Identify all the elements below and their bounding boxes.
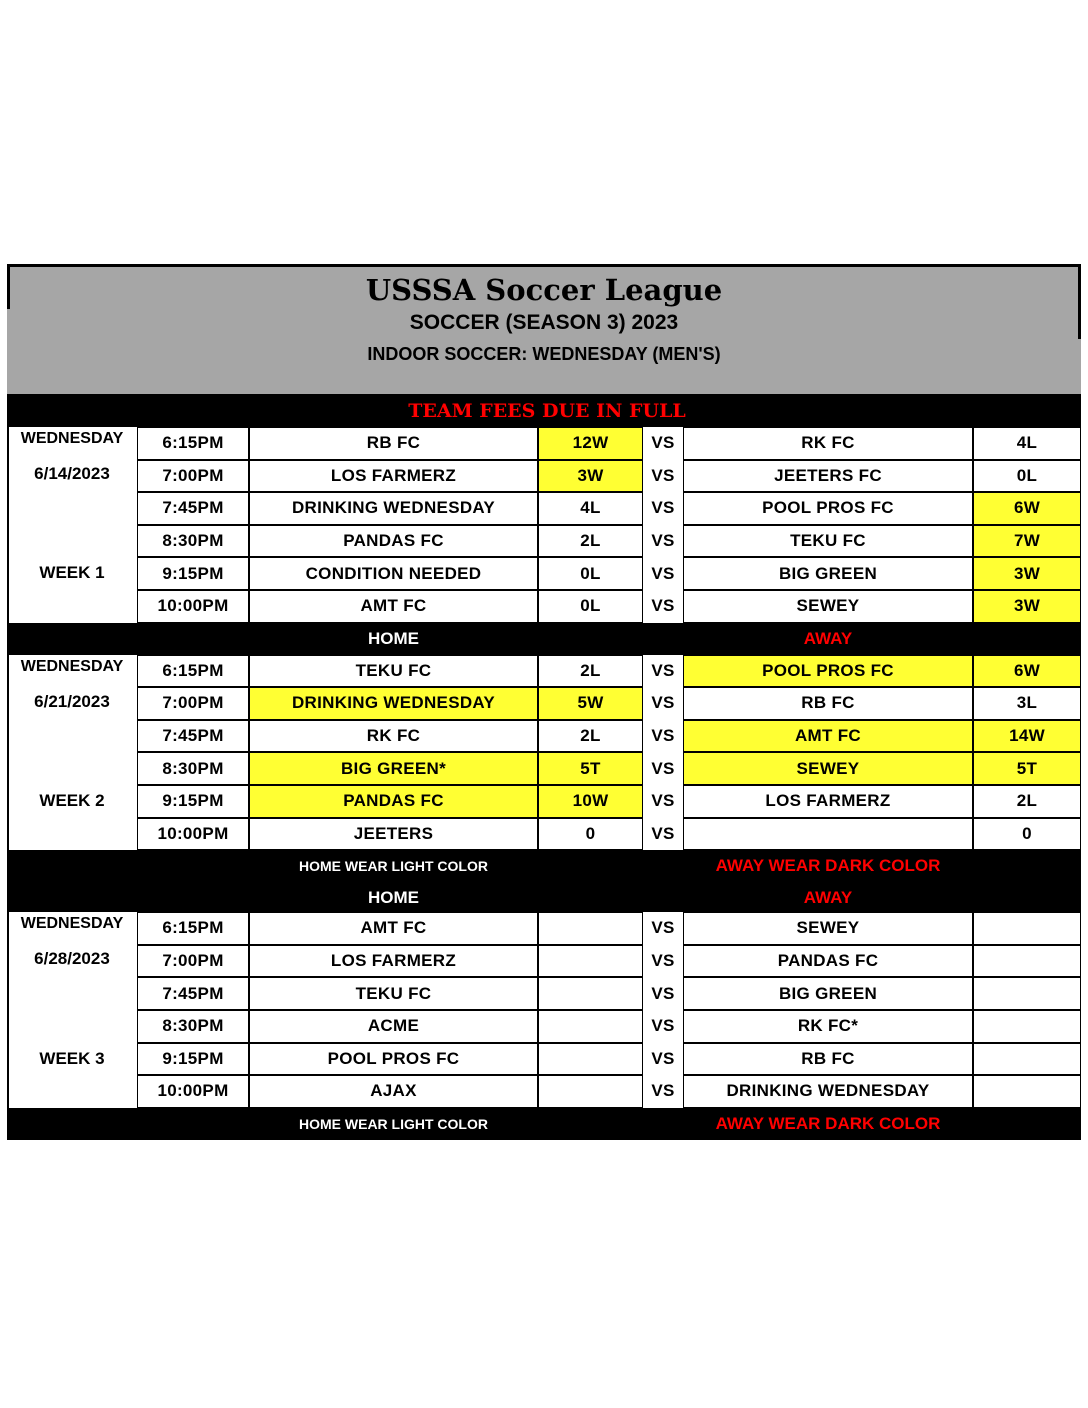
away-score: 3W (973, 590, 1081, 623)
vs-label: VS (643, 1043, 683, 1076)
home-team: PANDAS FC (249, 785, 538, 818)
game-time: 10:00PM (137, 818, 249, 851)
away-team: SEWEY (683, 912, 973, 945)
vs-label: VS (643, 525, 683, 558)
home-team: POOL PROS FC (249, 1043, 538, 1076)
league-title: USSSA Soccer League (365, 273, 723, 307)
away-score: 0 (973, 818, 1081, 851)
vs-label: VS (643, 590, 683, 623)
away-score: 0L (973, 460, 1081, 493)
away-team: RB FC (683, 1043, 973, 1076)
home-score (538, 1010, 643, 1043)
week-day-label: WEDNESDAY (20, 430, 124, 447)
away-team: SEWEY (683, 590, 973, 623)
home-team: RB FC (249, 427, 538, 460)
game-row (7, 557, 1081, 590)
home-team: AJAX (249, 1075, 538, 1108)
away-score: 6W (973, 492, 1081, 525)
game-time: 8:30PM (137, 752, 249, 785)
away-team: SEWEY (683, 752, 973, 785)
game-time: 8:30PM (137, 1010, 249, 1043)
away-score (973, 1043, 1081, 1076)
home-score: 3W (538, 460, 643, 493)
game-time: 9:15PM (137, 785, 249, 818)
away-score: 3L (973, 687, 1081, 720)
home-away-bar-3 (7, 882, 1081, 914)
week-date: 6/21/2023 (34, 691, 110, 711)
away-score: 3W (973, 557, 1081, 590)
week-date: 6/14/2023 (34, 464, 110, 483)
away-team: TEKU FC (683, 525, 973, 558)
game-time: 7:00PM (137, 945, 249, 978)
game-time: 7:45PM (137, 977, 249, 1010)
home-score: 0L (538, 557, 643, 590)
home-score (538, 977, 643, 1010)
away-score (973, 1010, 1081, 1043)
home-away-bar-1 (7, 623, 1081, 655)
home-wear-note: HOME WEAR LIGHT COLOR (299, 1115, 488, 1132)
home-score: 5T (538, 752, 643, 785)
vs-label: VS (643, 460, 683, 493)
home-score: 12W (538, 427, 643, 460)
game-row (7, 655, 1081, 688)
league-header (7, 264, 1081, 394)
away-score (973, 912, 1081, 945)
wear-color-bar-2 (7, 850, 1081, 882)
vs-label: VS (643, 427, 683, 460)
away-team: AMT FC (683, 720, 973, 753)
away-score (973, 945, 1081, 978)
home-wear-note: HOME WEAR LIGHT COLOR (299, 858, 488, 875)
season-title: SOCCER (SEASON 3) 2023 (409, 311, 679, 334)
week-label: WEEK 1 (39, 563, 105, 583)
away-team: RK FC* (683, 1010, 973, 1043)
home-team: PANDAS FC (249, 525, 538, 558)
division-subtitle: INDOOR SOCCER: WEDNESDAY (MEN'S) (367, 344, 721, 364)
home-team: TEKU FC (249, 655, 538, 688)
home-team: CONDITION NEEDED (249, 557, 538, 590)
vs-label: VS (643, 818, 683, 851)
home-team: AMT FC (249, 590, 538, 623)
away-wear-note: AWAY WEAR DARK COLOR (715, 1113, 941, 1133)
game-row (7, 1043, 1081, 1076)
away-team: PANDAS FC (683, 945, 973, 978)
home-team: LOS FARMERZ (249, 460, 538, 493)
home-team: DRINKING WEDNESDAY (249, 492, 538, 525)
home-team: LOS FARMERZ (249, 945, 538, 978)
away-team (683, 818, 973, 851)
game-row (7, 977, 1081, 1010)
home-team: DRINKING WEDNESDAY (249, 687, 538, 720)
away-score: 4L (973, 427, 1081, 460)
home-team: BIG GREEN* (249, 752, 538, 785)
home-score: 0 (538, 818, 643, 851)
game-time: 9:15PM (137, 1043, 249, 1076)
game-time: 10:00PM (137, 1075, 249, 1108)
wear-color-bar-3 (7, 1108, 1081, 1140)
fees-notice-bar (7, 394, 1081, 427)
game-row (7, 752, 1081, 785)
game-time: 10:00PM (137, 590, 249, 623)
away-team: JEETERS FC (683, 460, 973, 493)
game-row (7, 1075, 1081, 1108)
game-time: 7:45PM (137, 720, 249, 753)
away-wear-note: AWAY WEAR DARK COLOR (715, 856, 941, 876)
away-team: LOS FARMERZ (683, 785, 973, 818)
away-score (973, 1075, 1081, 1108)
game-row (7, 492, 1081, 525)
game-row (7, 460, 1081, 493)
week-label: WEEK 2 (39, 791, 105, 810)
home-score: 4L (538, 492, 643, 525)
away-score: 2L (973, 785, 1081, 818)
game-row (7, 945, 1081, 978)
home-team: RK FC (249, 720, 538, 753)
home-score: 2L (538, 655, 643, 688)
game-time: 7:00PM (137, 460, 249, 493)
home-score (538, 1075, 643, 1108)
away-label: AWAY (803, 888, 853, 908)
game-row (7, 590, 1081, 623)
away-team: RK FC (683, 427, 973, 460)
home-score: 2L (538, 525, 643, 558)
game-row (7, 1010, 1081, 1043)
home-team: TEKU FC (249, 977, 538, 1010)
home-score: 10W (538, 785, 643, 818)
away-team: BIG GREEN (683, 977, 973, 1010)
away-team: BIG GREEN (683, 557, 973, 590)
vs-label: VS (643, 785, 683, 818)
away-team: RB FC (683, 687, 973, 720)
vs-label: VS (643, 977, 683, 1010)
fees-notice: TEAM FEES DUE IN FULL (408, 399, 686, 422)
game-row (7, 912, 1081, 945)
game-time: 6:15PM (137, 655, 249, 688)
away-team: POOL PROS FC (683, 655, 973, 688)
away-team: DRINKING WEDNESDAY (683, 1075, 973, 1108)
week-label: WEEK 3 (39, 1048, 105, 1068)
home-score (538, 1043, 643, 1076)
home-score (538, 945, 643, 978)
game-row (7, 427, 1081, 460)
vs-label: VS (643, 655, 683, 688)
home-score: 2L (538, 720, 643, 753)
game-row (7, 720, 1081, 753)
vs-label: VS (643, 1075, 683, 1108)
away-label: AWAY (803, 628, 853, 648)
game-row (7, 525, 1081, 558)
game-time: 9:15PM (137, 557, 249, 590)
game-row (7, 687, 1081, 720)
week-date: 6/28/2023 (34, 949, 110, 969)
home-score: 0L (538, 590, 643, 623)
home-score: 5W (538, 687, 643, 720)
vs-label: VS (643, 492, 683, 525)
away-score (973, 977, 1081, 1010)
vs-label: VS (643, 945, 683, 978)
game-time: 7:45PM (137, 492, 249, 525)
home-label: HOME (368, 888, 419, 908)
home-team: AMT FC (249, 912, 538, 945)
vs-label: VS (643, 720, 683, 753)
home-team: JEETERS (249, 818, 538, 851)
vs-label: VS (643, 912, 683, 945)
game-time: 6:15PM (137, 427, 249, 460)
vs-label: VS (643, 1010, 683, 1043)
week-day-label: WEDNESDAY (20, 657, 124, 675)
away-score: 7W (973, 525, 1081, 558)
home-label: HOME (368, 628, 419, 648)
game-time: 6:15PM (137, 912, 249, 945)
away-score: 5T (973, 752, 1081, 785)
game-row (7, 818, 1081, 851)
home-team: ACME (249, 1010, 538, 1043)
vs-label: VS (643, 752, 683, 785)
away-score: 14W (973, 720, 1081, 753)
game-time: 8:30PM (137, 525, 249, 558)
vs-label: VS (643, 557, 683, 590)
game-row (7, 785, 1081, 818)
game-time: 7:00PM (137, 687, 249, 720)
home-score (538, 912, 643, 945)
week-day-label: WEDNESDAY (20, 915, 124, 933)
vs-label: VS (643, 687, 683, 720)
away-team: POOL PROS FC (683, 492, 973, 525)
away-score: 6W (973, 655, 1081, 688)
